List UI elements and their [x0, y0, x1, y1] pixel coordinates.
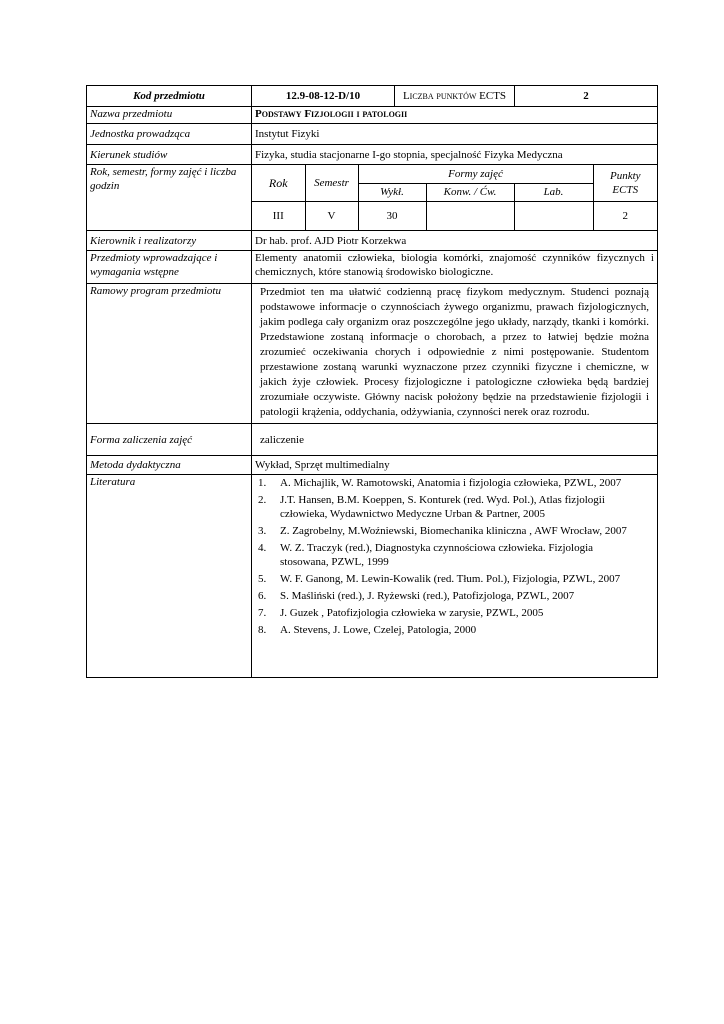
list-item: 6. S. Maśliński (red.), J. Ryżewski (red.), Patofizjologa, PZWL, 2007 — [258, 590, 575, 602]
course-card — [86, 85, 657, 678]
course-table — [86, 85, 658, 678]
unit-value: Instytut Fizyki — [252, 124, 658, 145]
schedule-label: Rok, semestr, formy zajęć i liczba godzin — [87, 165, 252, 231]
konw-header: Konw. / Ćw. — [426, 183, 514, 201]
wykl-value: 30 — [358, 201, 426, 230]
rok-header: Rok — [252, 165, 305, 201]
schedule-table — [252, 165, 657, 230]
prereq-value: Elementy anatomii człowieka, biologia komórki, znajomość czynników fizycznych i chemicznych, które stanowią środowisko biologiczne. — [252, 251, 658, 284]
code-value: 12.9-08-12-D/10 — [252, 86, 395, 107]
rok-value: III — [252, 201, 305, 230]
schedule-cell — [252, 165, 658, 231]
credit-value: zaliczenie — [252, 424, 658, 456]
lead-label: Kierownik i realizatorzy — [87, 231, 252, 251]
lit-cell — [252, 475, 658, 678]
name-value: Podstawy Fizjologii i patologii — [252, 107, 658, 124]
lab-value — [514, 201, 593, 230]
lead-value: Dr hab. prof. AJD Piotr Korzekwa — [252, 231, 658, 251]
credit-label: Forma zaliczenia zajęć — [87, 424, 252, 456]
list-item: 8. A. Stevens, J. Lowe, Czelej, Patologia, 2000 — [258, 624, 477, 636]
unit-label: Jednostka prowadząca — [87, 124, 252, 145]
direction-value: Fizyka, studia stacjonarne I-go stopnia, specjalność Fizyka Medyczna — [252, 145, 658, 165]
list-item: 3. Z. Zagrobelny, M.Woźniewski, Biomechanika kliniczna , AWF Wrocław, 2007 — [258, 525, 627, 537]
konw-value — [426, 201, 514, 230]
ects-label: Liczba punktów ECTS — [395, 86, 515, 107]
punkty-header: Punkty ECTS — [593, 165, 657, 201]
name-label: Nazwa przedmiotu — [87, 107, 252, 124]
direction-label: Kierunek studiów — [87, 145, 252, 165]
punkty-value: 2 — [593, 201, 657, 230]
ects-value: 2 — [515, 86, 658, 107]
list-item: 4. W. Z. Traczyk (red.), Diagnostyka czynnościowa człowieka. Fizjologia stosowana, PZWL, 1999 — [258, 542, 594, 568]
literature-list — [252, 476, 637, 637]
formy-header: Formy zajęć — [358, 165, 593, 183]
method-value: Wykład, Sprzęt multimedialny — [252, 456, 658, 475]
lab-header: Lab. — [514, 183, 593, 201]
semestr-header: Semestr — [305, 165, 358, 201]
list-item: 2. J.T. Hansen, B.M. Koeppen, S. Konturek (red. Wyd. Pol.), Atlas fizjologii człowieka, Wydawnictwo Medyczne Urban & Partner, 2005 — [258, 494, 605, 520]
wykl-header: Wykł. — [358, 183, 426, 201]
program-label: Ramowy program przedmiotu — [87, 284, 252, 424]
method-label: Metoda dydaktyczna — [87, 456, 252, 475]
list-item: 7. J. Guzek , Patofizjologia człowieka w zarysie, PZWL, 2005 — [258, 607, 544, 619]
program-value: Przedmiot ten ma ułatwić codzienną pracę fizykom medycznym. Studenci poznają podstawowe informacje o czynnościach żywego organizmu, prawach fizjologicznych, jakim podlega cały organizm oraz poszczególne jego układy, narządy, tkanki i komórki. Przedstawione zostaną informacje o chorobach, a przez to łatwiej będzie można zrozumieć oczekiwania chorych i odpowiednie z nimi postępowanie. Studentom przestawione zostaną warunki wyznaczone przez czynniki fizyczne i chemiczne, w jakich żyje człowiek. Procesy fizjologiczne i patologiczne człowieka będą bardziej zrozumiałe oczywiste. Główny nacisk położony będzie na przedstawienie fizjologii i patologii krążenia, oddychania, odżywiania, czynności nerek oraz rozrodu. — [252, 284, 658, 424]
code-label: Kod przedmiotu — [87, 86, 252, 107]
semestr-value: V — [305, 201, 358, 230]
list-item: 1. A. Michajlik, W. Ramotowski, Anatomia i fizjologia człowieka, PZWL, 2007 — [258, 477, 622, 489]
list-item: 5. W. F. Ganong, M. Lewin-Kowalik (red. Tłum. Pol.), Fizjologia, PZWL, 2007 — [258, 573, 621, 585]
prereq-label: Przedmioty wprowadzające i wymagania wstępne — [87, 251, 252, 284]
lit-label: Literatura — [87, 475, 252, 678]
